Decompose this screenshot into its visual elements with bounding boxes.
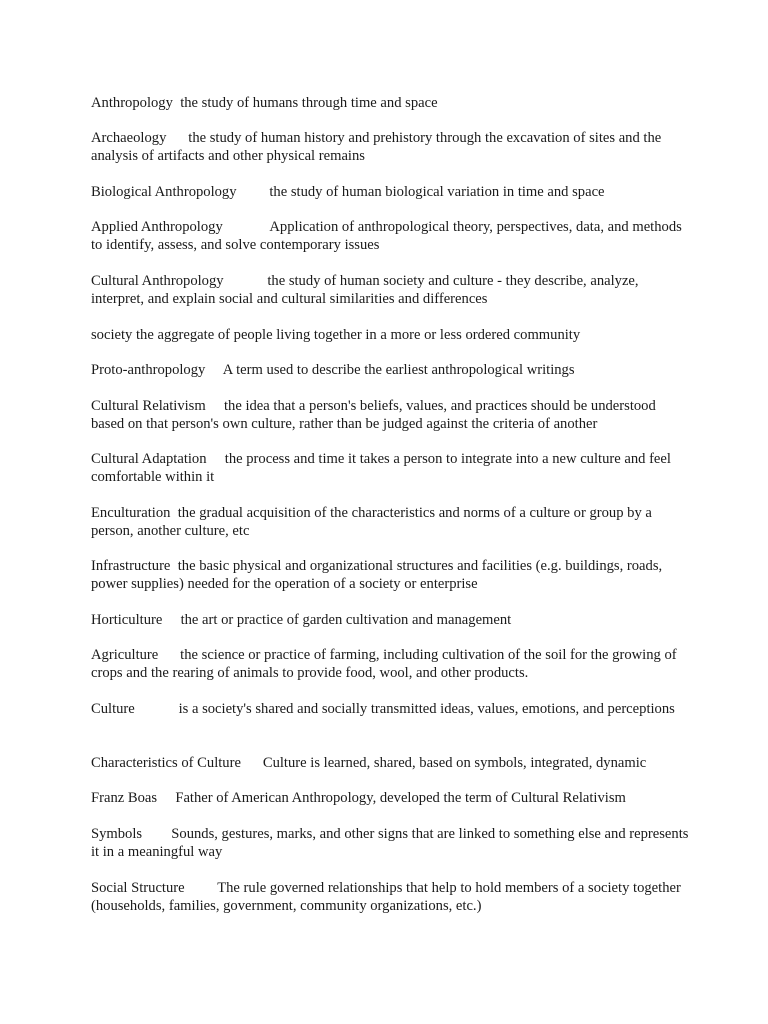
entry-definition: Father of American Anthropology, developed the term of Cultural Relativism xyxy=(175,790,626,806)
entry-definition: the study of human history and prehistory through the excavation of sites and the analysis of artifacts and other physical remains xyxy=(91,130,662,164)
entry-term: Cultural Relativism xyxy=(91,398,206,414)
entry-term: Agriculture xyxy=(91,647,159,663)
glossary-entry-anthropology xyxy=(91,94,691,112)
glossary-entry-cultural-adaptation xyxy=(91,450,691,486)
entry-separator xyxy=(135,701,179,717)
glossary-entry-horticulture xyxy=(91,611,691,629)
entry-term: Enculturation xyxy=(91,505,171,521)
entry-term: Culture xyxy=(91,701,135,717)
entry-separator xyxy=(223,219,270,235)
glossary-entry-agriculture xyxy=(91,646,691,682)
entry-definition: the idea that a person's beliefs, values, and practices should be understood based on that person's own culture, rather than be judged against the criteria of another xyxy=(91,398,656,432)
entry-term: Cultural Anthropology xyxy=(91,273,224,289)
entry-definition: the study of human biological variation in time and space xyxy=(269,184,605,200)
entry-term: Proto-anthropology xyxy=(91,362,206,378)
entry-term: Biological Anthropology xyxy=(91,184,237,200)
entry-separator xyxy=(237,184,270,200)
entry-separator xyxy=(170,558,177,574)
entry-term: Infrastructure xyxy=(91,558,171,574)
entry-term: Archaeology xyxy=(91,130,167,146)
entry-separator xyxy=(206,398,224,414)
entry-separator xyxy=(207,451,225,467)
entry-separator xyxy=(142,826,171,842)
entry-definition: the study of humans through time and space xyxy=(180,95,438,111)
glossary-entry-enculturation xyxy=(91,504,691,540)
glossary-entry-cultural-relativism xyxy=(91,397,691,433)
entry-term: Characteristics of Culture xyxy=(91,755,241,771)
entry-separator xyxy=(241,755,263,771)
entry-separator xyxy=(157,790,175,806)
entry-term: Applied Anthropology xyxy=(91,219,223,235)
entry-separator xyxy=(166,130,188,146)
entry-term: Cultural Adaptation xyxy=(91,451,207,467)
glossary-entry-infrastructure xyxy=(91,557,691,593)
glossary-entry-franz-boas xyxy=(91,789,691,807)
glossary-entry-proto-anthropology xyxy=(91,361,691,379)
glossary-entry-social-structure xyxy=(91,879,691,915)
entry-definition: is a society's shared and socially transmitted ideas, values, emotions, and perceptions xyxy=(178,701,675,717)
glossary-entry-archaeology xyxy=(91,129,691,165)
entry-separator xyxy=(158,647,180,663)
entry-separator xyxy=(162,612,180,628)
entry-separator xyxy=(205,362,222,378)
entry-definition: The rule governed relationships that help to hold members of a society together (households, families, government, community organizations, etc.) xyxy=(91,880,681,914)
entry-term: Symbols xyxy=(91,826,143,842)
entry-definition: A term used to describe the earliest anthropological writings xyxy=(222,362,575,378)
glossary-entry-culture xyxy=(91,700,691,718)
glossary-entry-biological-anthropology xyxy=(91,183,691,201)
glossary-entry-cultural-anthropology xyxy=(91,272,691,308)
entry-term: Social Structure xyxy=(91,880,185,896)
entry-term: Anthropology xyxy=(91,95,173,111)
entry-definition: the gradual acquisition of the characteristics and norms of a culture or group by a person, another culture, etc xyxy=(91,505,652,539)
entry-definition: Application of anthropological theory, perspectives, data, and methods to identify, assess, and solve contemporary issues xyxy=(91,219,682,253)
entry-separator xyxy=(185,880,218,896)
entry-separator xyxy=(170,505,177,521)
entry-definition: the art or practice of garden cultivation and management xyxy=(180,612,512,628)
entry-definition: Sounds, gestures, marks, and other signs that are linked to something else and represents it in a meaningful way xyxy=(91,826,689,860)
glossary-entry-society xyxy=(91,326,691,344)
entry-definition: the basic physical and organizational structures and facilities (e.g. buildings, roads, power supplies) needed for the operation of a society or enterprise xyxy=(91,558,663,592)
entry-definition: the study of human society and culture - they describe, analyze, interpret, and explain social and cultural similarities and differences xyxy=(91,273,639,307)
glossary-entry-characteristics-of-culture xyxy=(91,754,691,772)
entry-term: Franz Boas xyxy=(91,790,158,806)
glossary-entry-applied-anthropology xyxy=(91,218,691,254)
entry-definition: the science or practice of farming, including cultivation of the soil for the growing of crops and the rearing of animals to provide food, wool, and other products. xyxy=(91,647,677,681)
entry-definition: Culture is learned, shared, based on symbols, integrated, dynamic xyxy=(262,755,647,771)
entry-definition: the aggregate of people living together in a more or less ordered community xyxy=(136,327,581,343)
entry-term: Horticulture xyxy=(91,612,163,628)
glossary-entry-symbols xyxy=(91,825,691,861)
entry-term: society xyxy=(91,327,133,343)
entry-definition: the process and time it takes a person to integrate into a new culture and feel comfortable within it xyxy=(91,451,671,485)
entry-separator xyxy=(224,273,268,289)
